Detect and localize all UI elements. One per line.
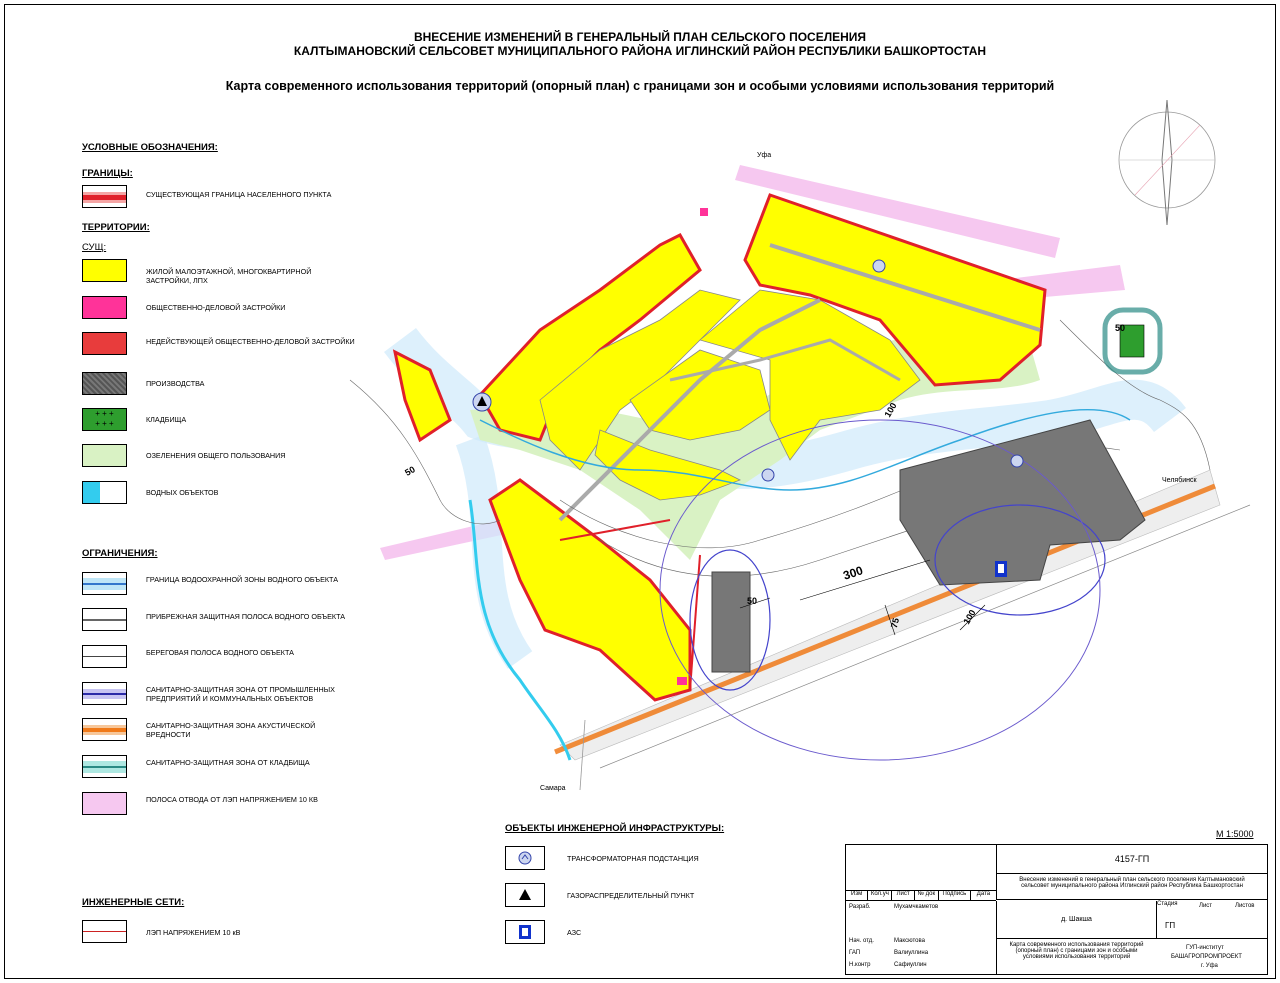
swatch-industrial-szz <box>82 682 127 705</box>
transformer-map-icon-1 <box>873 260 885 272</box>
transformer-icon <box>506 847 544 869</box>
label-cemetery-szz: САНИТАРНО-ЗАЩИТНАЯ ЗОНА ОТ КЛАДБИЩА <box>146 758 310 767</box>
borders-title: ГРАНИЦЫ: <box>82 168 133 179</box>
org-line-3: г. Уфа <box>1201 963 1218 969</box>
label-acoustic-szz: САНИТАРНО-ЗАЩИТНАЯ ЗОНА АКУСТИЧЕСКОЙ ВРЕДНОСТИ <box>146 721 316 739</box>
stage-value: ГП <box>1165 921 1176 930</box>
sheet-title: Карта современного использования территорий (опорный план) с границами зон и особыми условиями использования территорий <box>996 939 1156 974</box>
revision-header <box>846 890 996 901</box>
swatch-coastal-strip <box>82 608 127 631</box>
swatch-inactive-public <box>82 332 127 355</box>
role-control: Н.контр <box>849 962 871 968</box>
role-head: Нач. отд. <box>849 938 874 944</box>
distance-label-100-east: 100 <box>961 607 978 627</box>
col-sign: Подпись <box>939 891 971 900</box>
col-doc: № док <box>915 891 939 900</box>
col-izm: Изм <box>846 891 868 900</box>
transformer-swatch <box>505 846 545 870</box>
public-building-north <box>700 208 708 216</box>
org-line-2: БАШАГРОПРОМПРОЕКТ <box>1171 954 1242 960</box>
stage-header: Стадия <box>1157 901 1178 907</box>
networks-title: ИНЖЕНЕРНЫЕ СЕТИ: <box>82 897 185 908</box>
gas-point-icon <box>506 884 544 906</box>
label-power-line: ЛЭП НАПРЯЖЕНИЕМ 10 кВ <box>146 928 241 937</box>
transformer-map-icon-3 <box>762 469 774 481</box>
role-gap: ГАП <box>849 950 861 956</box>
swatch-acoustic-szz <box>82 718 127 741</box>
place-chelyabinsk: Челябинск <box>1162 477 1197 484</box>
col-list: Лист <box>892 891 914 900</box>
drawing-code: 4157-ГП <box>996 845 1267 874</box>
border-label: СУЩЕСТВУЮЩАЯ ГРАНИЦА НАСЕЛЕННОГО ПУНКТА <box>146 190 332 199</box>
stage-block <box>1156 901 1267 939</box>
drawing-description: Внесение изменений в генеральный план сельского поселения Калтымановский сельсовет муниципального района Иглинский район Республика Башкортостан <box>996 874 1267 900</box>
distance-label-300: 300 <box>841 563 865 583</box>
place-samara: Самара <box>540 785 566 792</box>
label-inactive-public: НЕДЕЙСТВУЮЩЕЙ ОБЩЕСТВЕННО-ДЕЛОВОЙ ЗАСТРОЙКИ <box>146 337 355 346</box>
gas-point-label: ГАЗОРАСПРЕДЕЛИТЕЛЬНЫЙ ПУНКТ <box>567 891 695 900</box>
swatch-production <box>82 372 127 395</box>
label-greenery: ОЗЕЛЕНЕНИЯ ОБЩЕГО ПОЛЬЗОВАНИЯ <box>146 451 286 460</box>
label-public-business: ОБЩЕСТВЕННО-ДЕЛОВОЙ ЗАСТРОЙКИ <box>146 303 286 312</box>
title-line-1: ВНЕСЕНИЕ ИЗМЕНЕНИЙ В ГЕНЕРАЛЬНЫЙ ПЛАН СЕЛЬСКОГО ПОСЕЛЕНИЯ <box>413 30 867 44</box>
swatch-residential <box>82 259 127 282</box>
legend-title: УСЛОВНЫЕ ОБОЗНАЧЕНИЯ: <box>82 142 218 153</box>
map-scale: М 1:5000 <box>1216 829 1254 839</box>
public-building <box>677 677 687 685</box>
sheets-header: Листов <box>1235 903 1255 909</box>
label-water: ВОДНЫХ ОБЪЕКТОВ <box>146 488 219 497</box>
col-kol: Кол.уч <box>868 891 892 900</box>
swatch-shore-strip <box>82 645 127 668</box>
map-subtitle: Карта современного использования территорий (опорный план) с границами зон и особыми условиями использования территорий <box>225 79 1055 93</box>
distance-label-50-west: 50 <box>403 464 417 478</box>
label-water-protection-zone: ГРАНИЦА ВОДООХРАННОЙ ЗОНЫ ВОДНОГО ОБЪЕКТА <box>146 575 339 584</box>
fuel-station-label: АЗС <box>567 928 582 937</box>
fuel-station-icon <box>506 921 544 943</box>
restrictions-title: ОГРАНИЧЕНИЯ: <box>82 548 158 559</box>
gas-point-swatch <box>505 883 545 907</box>
title-line-2: КАЛТЫМАНОВСКИЙ СЕЛЬСОВЕТ МУНИЦИПАЛЬНОГО РАЙОНА ИГЛИНСКИЙ РАЙОН РЕСПУБЛИКИ БАШКОРТОСТАН <box>293 44 987 58</box>
distance-label-50-cemetery: 50 <box>1115 323 1126 333</box>
border-swatch <box>82 185 127 208</box>
name-head: Максютова <box>894 938 925 944</box>
swatch-cemetery-szz <box>82 755 127 778</box>
swatch-public-business <box>82 296 127 319</box>
distance-label-75: 75 <box>888 616 902 630</box>
role-developer: Разраб. <box>849 904 871 910</box>
label-cemetery: КЛАДБИЩА <box>146 415 187 424</box>
label-shore-strip: БЕРЕГОВАЯ ПОЛОСА ВОДНОГО ОБЪЕКТА <box>146 648 294 657</box>
label-coastal-strip: ПРИБРЕЖНАЯ ЗАЩИТНАЯ ПОЛОСА ВОДНОГО ОБЪЕКТА <box>146 612 346 621</box>
col-date: Дата <box>976 891 991 897</box>
label-production: ПРОИЗВОДСТВА <box>146 379 205 388</box>
label-residential: ЖИЛОЙ МАЛОЭТАЖНОЙ, МНОГОКВАРТИРНОЙ ЗАСТРОЙКИ, ЛПХ <box>146 267 312 285</box>
swatch-power-line-strip <box>82 792 127 815</box>
transformer-map-icon-2 <box>1011 455 1023 467</box>
swatch-water <box>82 481 127 504</box>
north-arrow-icon <box>1119 100 1215 225</box>
place-ufa: Уфа <box>757 152 772 159</box>
existing-label: СУЩ: <box>82 242 107 253</box>
infrastructure-title: ОБЪЕКТЫ ИНЖЕНЕРНОЙ ИНФРАСТРУКТУРЫ: <box>505 823 725 834</box>
label-industrial-szz: САНИТАРНО-ЗАЩИТНАЯ ЗОНА ОТ ПРОМЫШЛЕННЫХ ПРЕДПРИЯТИЙ И КОММУНАЛЬНЫХ ОБЪЕКТОВ <box>146 685 335 703</box>
transformer-label: ТРАНСФОРМАТОРНАЯ ПОДСТАНЦИЯ <box>567 854 699 863</box>
title-block <box>845 844 1268 975</box>
swatch-greenery <box>82 444 127 467</box>
fuel-station-swatch <box>505 920 545 944</box>
distance-label-50-south: 50 <box>747 596 758 606</box>
swatch-cemetery: + + + + + + <box>82 408 127 431</box>
label-power-line-strip: ПОЛОСА ОТВОДА ОТ ЛЭП НАПРЯЖЕНИЕМ 10 КВ <box>146 795 318 804</box>
village-name: д. Шакша <box>996 901 1156 939</box>
name-control: Сафиуллин <box>894 962 927 968</box>
settlement-map <box>340 95 1270 815</box>
swatch-water-protection-zone <box>82 572 127 595</box>
distance-label-100-north: 100 <box>882 400 899 420</box>
org-line-1: ГУП-институт <box>1186 945 1224 951</box>
name-developer: Мухамчкаметов <box>894 904 939 910</box>
production-zone-south <box>712 572 750 672</box>
swatch-power-line <box>82 920 127 943</box>
territories-title: ТЕРРИТОРИИ: <box>82 222 150 233</box>
sheet-header: Лист <box>1199 903 1213 909</box>
name-gap: Валиуллина <box>894 950 929 956</box>
